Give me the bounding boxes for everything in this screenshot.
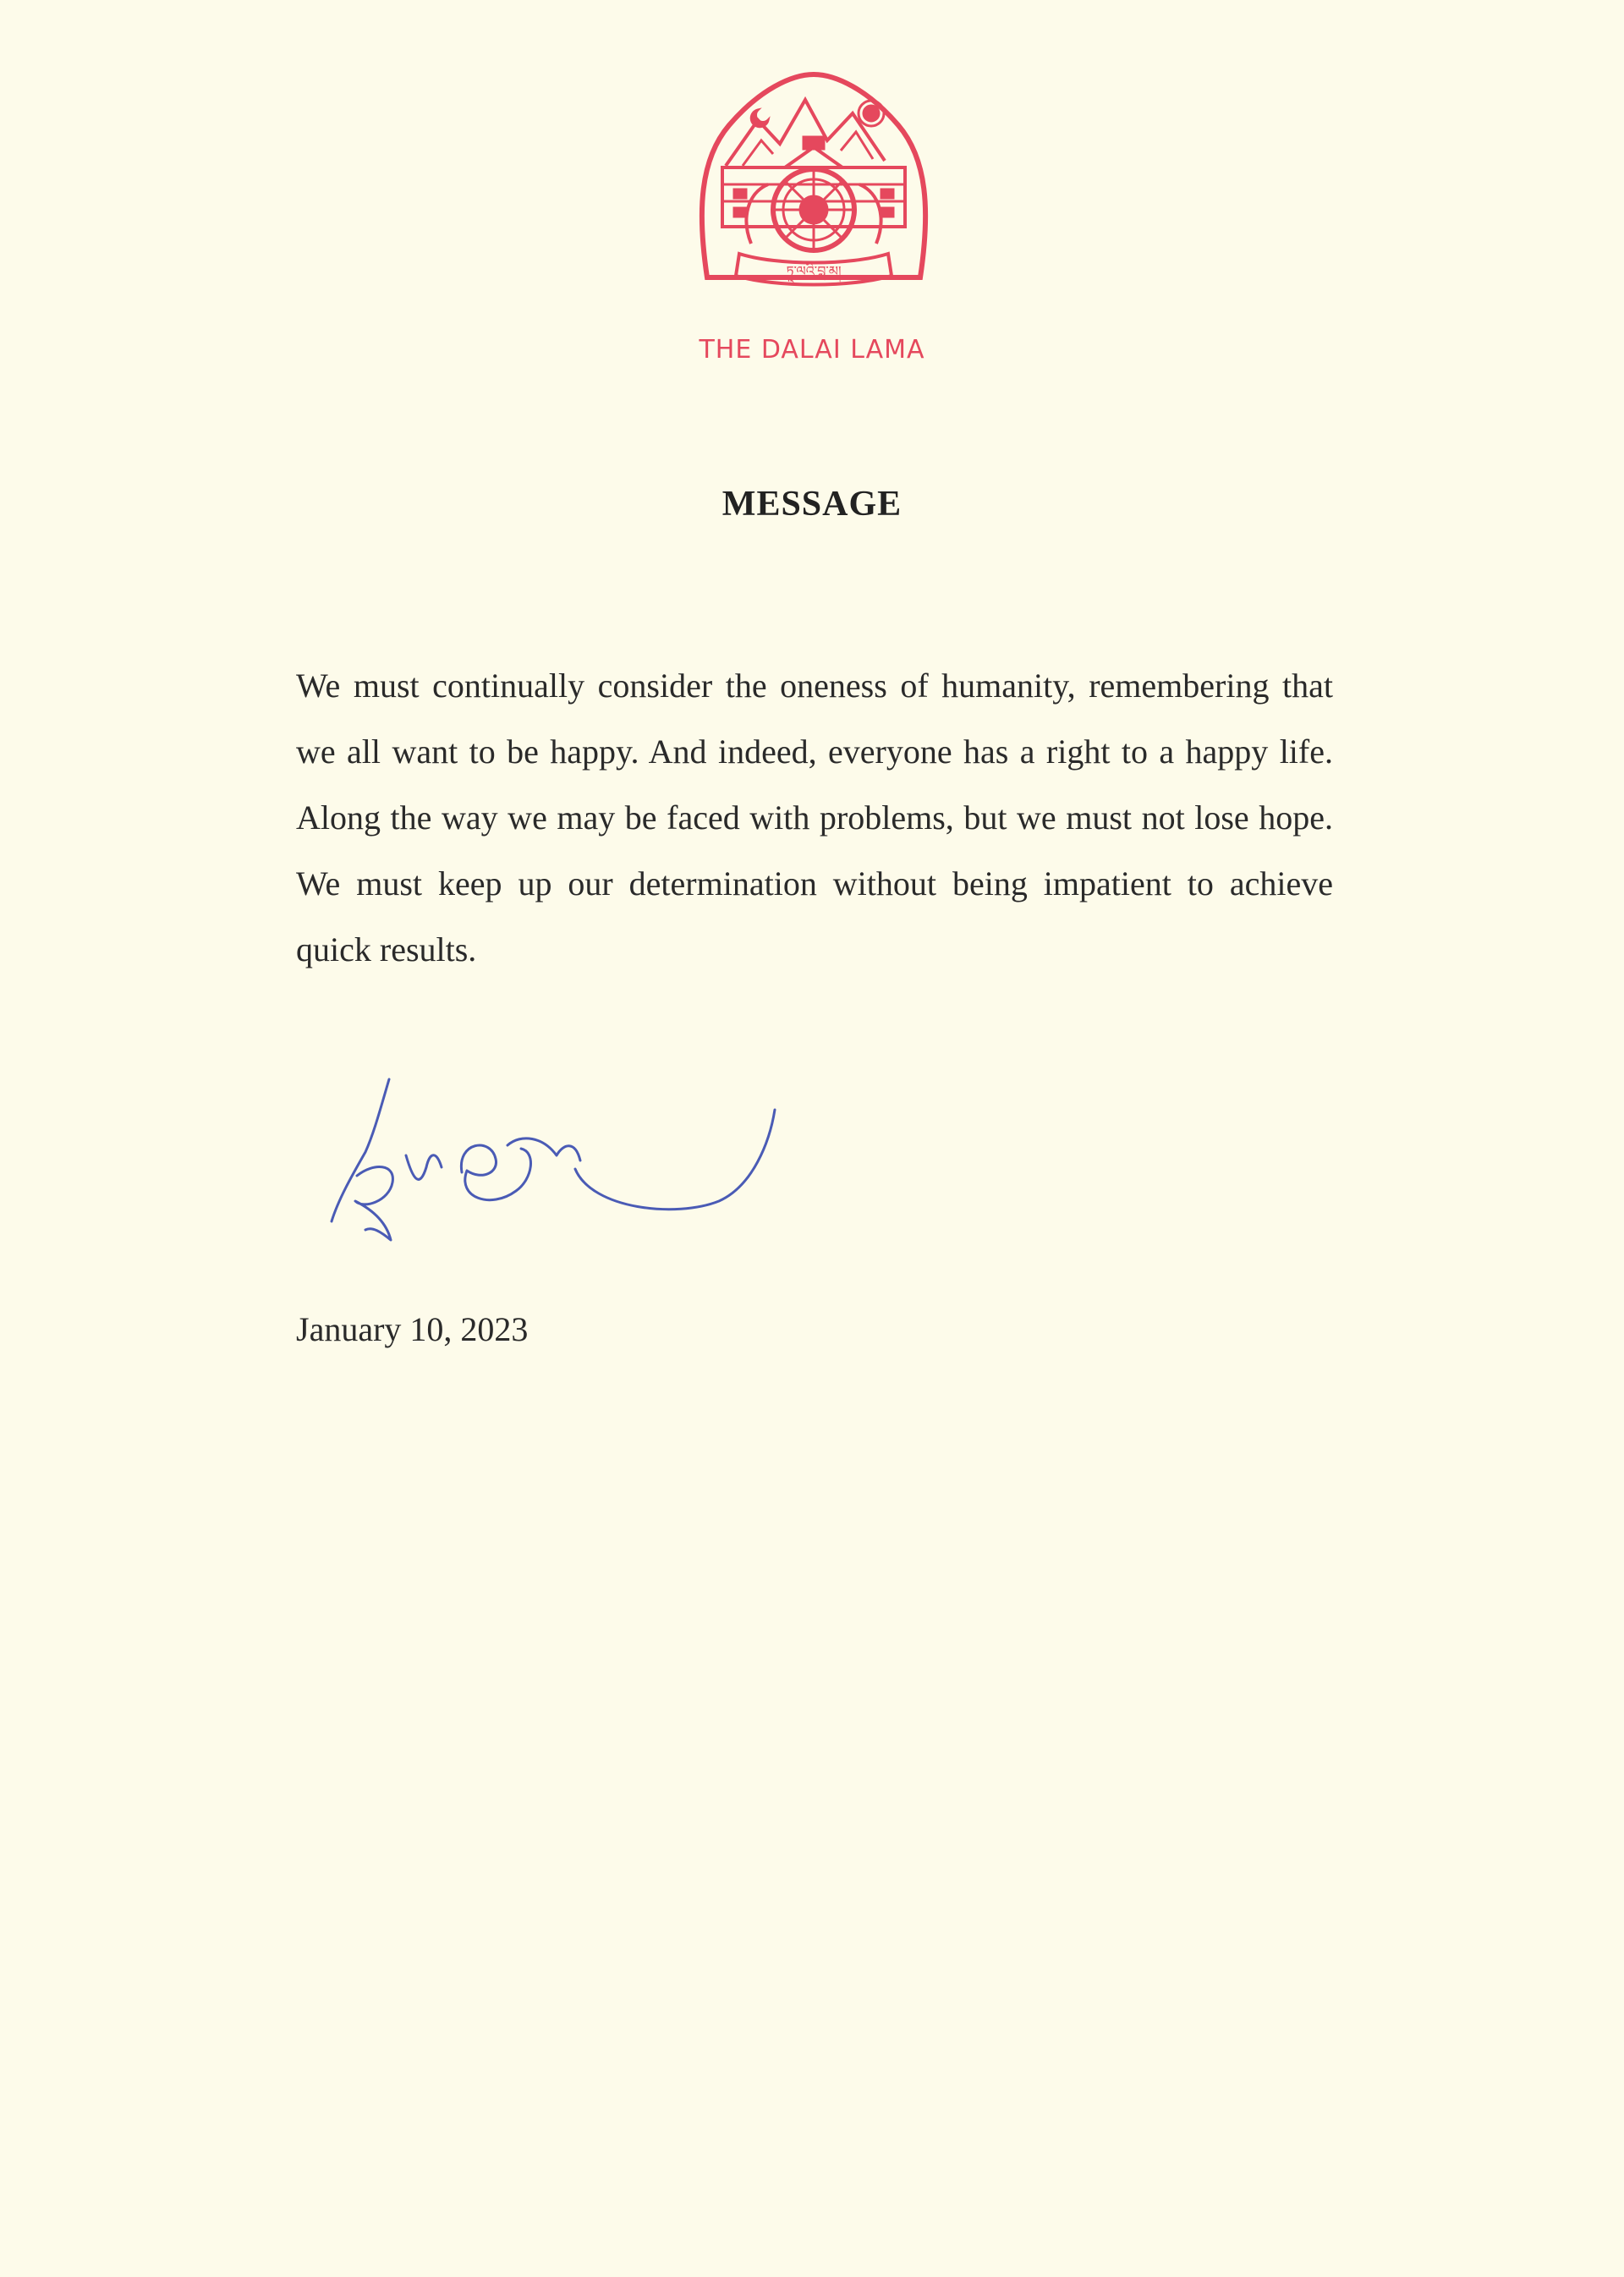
emblem-script: ཏཱ་ལའི་བླ་མ། <box>786 263 842 279</box>
org-name: THE DALAI LAMA <box>699 335 925 365</box>
page-title: MESSAGE <box>721 485 903 524</box>
letter-date: January 10, 2023 <box>296 1310 529 1348</box>
handwritten-signature-icon <box>321 1074 846 1269</box>
dalai-lama-seal-icon <box>692 66 935 289</box>
message-body: We must continually consider the oneness of humanity, remembering that we all want to be happy. And indeed, everyone has a right to a happy life. Along the way we may be faced with problems, but we must not lose hope. We must keep up our determination without being impatient to achieve quick results. <box>296 667 1333 968</box>
